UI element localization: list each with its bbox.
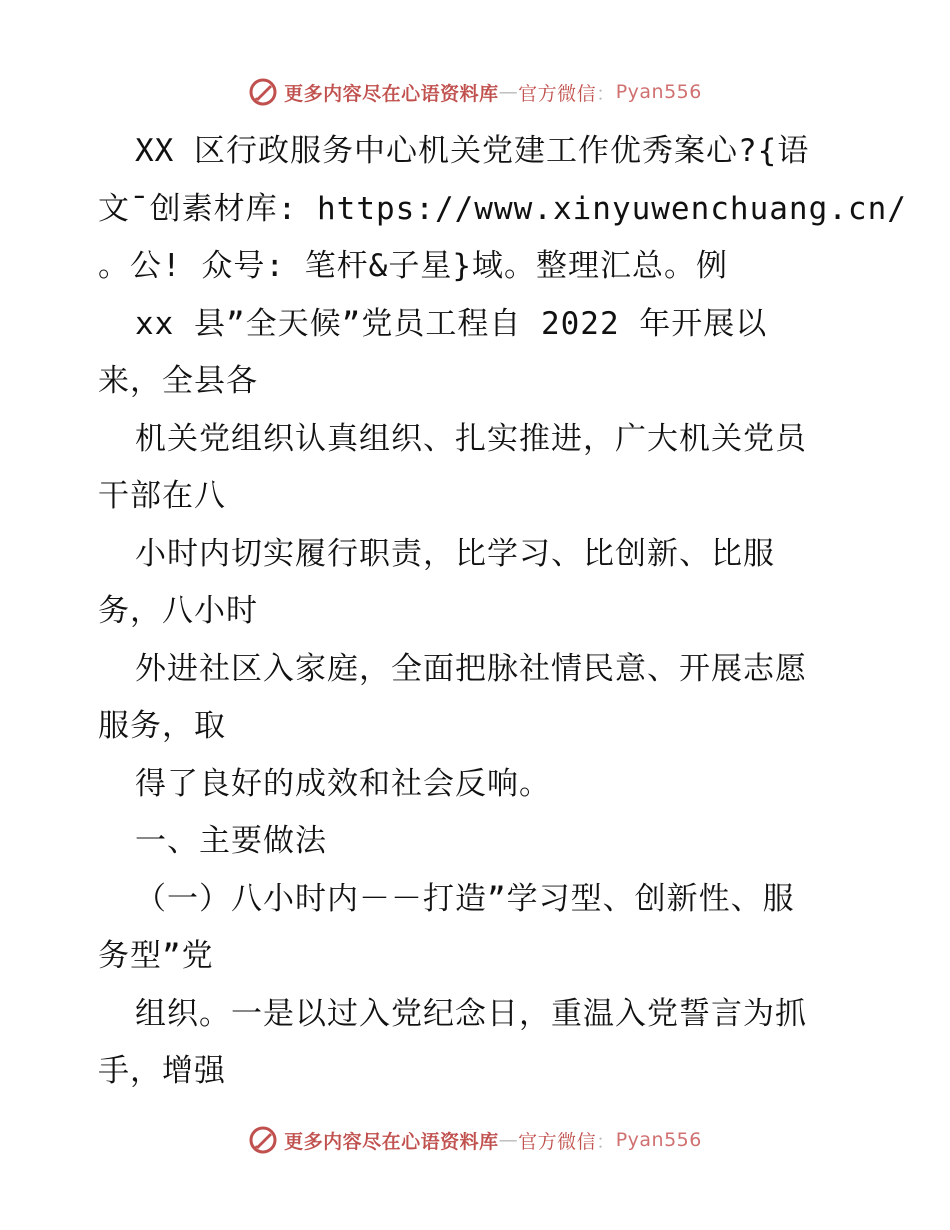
quill-logo-icon [248,1125,278,1155]
watermark-label: 官方微信 [518,82,597,105]
text-line: 得了良好的成效和社会反响。 [135,765,551,802]
text-line: 务，八小时 [98,593,258,629]
text-line: 来，全县各 [98,363,258,399]
text-line: 。公! 众号: 笔杆&子星}域。整理汇总。例 [98,248,728,284]
text-line: 机关党组织认真组织、扎实推进，广大机关党员 [135,420,807,457]
watermark-separator: — [498,1129,519,1151]
watermark-id: Pyan556 [615,1129,702,1151]
text-line: xx 县”全天候”党员工程自 2022 年开展以 [135,305,768,342]
text-line: 服务，取 [98,708,226,744]
text-line: 组织。一是以过入党纪念日，重温入党誓言为抓 [135,995,807,1032]
quill-logo-icon [248,77,278,107]
section-heading: 一、主要做法 [135,823,327,859]
text-line: 文¯创素材库: https://www.xinyuwenchuang.cn/ [98,190,907,227]
subsection-heading: （一）八小时内－－打造”学习型、创新性、服 [135,880,795,917]
text-line: 干部在八 [98,478,226,514]
text-line: 手，增强 [98,1053,226,1089]
text-line: XX 区行政服务中心机关党建工作优秀案心?{语 [135,133,810,169]
text-line: 小时内切实履行职责，比学习、比创新、比服 [135,535,775,572]
text-line: 务型”党 [98,938,214,974]
footer-watermark [0,1120,950,1160]
watermark-main-text: 更多内容尽在心语资料库 [284,82,499,105]
watermark-colon: ： [596,82,616,105]
watermark-main-text: 更多内容尽在心语资料库 [284,1130,499,1153]
text-line: 外进社区入家庭，全面把脉社情民意、开展志愿 [135,650,807,687]
watermark-id: Pyan556 [615,81,702,103]
watermark-separator: — [498,81,519,103]
watermark-label: 官方微信 [518,1130,597,1153]
watermark-colon: ： [596,1130,616,1153]
document-body [98,123,907,1101]
header-watermark [0,72,950,112]
